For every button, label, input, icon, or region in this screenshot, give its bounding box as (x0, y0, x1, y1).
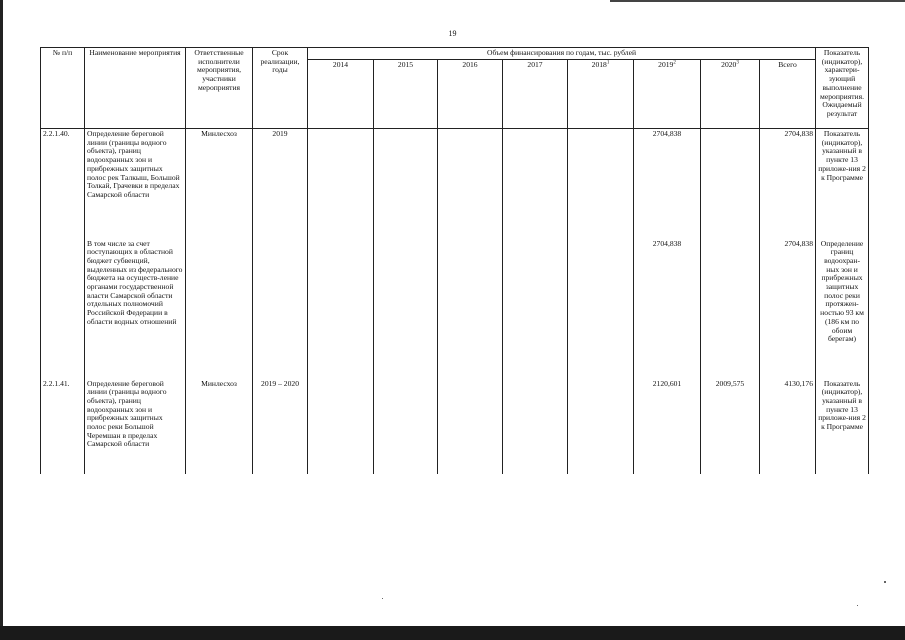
year-header-2017: 2017 (503, 59, 568, 128)
cell-2018 (568, 129, 634, 239)
cell-2020: 2009,575 (701, 379, 760, 474)
col-responsible-header: Ответственные исполнители мероприятия, участники мероприятия (186, 48, 253, 129)
row-name: Определение береговой линии (границы водного объекта), границ водоохранных зон и прибрежных защитных полос реки Большой Черемшан в пределах Самарской области (85, 379, 186, 474)
scan-left-edge (0, 0, 3, 640)
row-term (253, 239, 308, 379)
row-responsible: Минлесхоз (186, 379, 253, 474)
cell-2016 (438, 239, 503, 379)
row-term: 2019 – 2020 (253, 379, 308, 474)
cell-2018 (568, 239, 634, 379)
cell-2019: 2120,601 (634, 379, 701, 474)
row-no: 2.2.1.40. (41, 129, 85, 239)
row-term: 2019 (253, 129, 308, 239)
cell-2014 (308, 129, 374, 239)
table-row (41, 239, 869, 379)
year-header-2018: 2018$^1$ (568, 59, 634, 128)
scan-top-edge (610, 0, 905, 2)
row-indicator: Показатель (индикатор), указанный в пункте 13 приложе-ния 2 к Программе (816, 129, 869, 239)
cell-2014 (308, 379, 374, 474)
scan-bottom-edge (0, 626, 905, 640)
row-responsible (186, 239, 253, 379)
col-indicator-header: Показатель (индикатор), характери-зующий выполнение мероприятия. Ожидаемый результат (816, 48, 869, 129)
col-funding-header: Объем финансирования по годам, тыс. рублей (308, 48, 816, 60)
row-no (41, 239, 85, 379)
cell-2014 (308, 239, 374, 379)
cell-2020 (701, 129, 760, 239)
footnote-mark: 3 (736, 60, 739, 66)
page-number: 19 (448, 29, 457, 38)
table-row (41, 379, 869, 474)
col-term-header: Срок реализации, годы (253, 48, 308, 129)
cell-2018 (568, 379, 634, 474)
cell-2017 (503, 129, 568, 239)
cell-2017 (503, 239, 568, 379)
row-name: Определение береговой линии (границы водного объекта), границ водоохранных зон и прибрежных защитных полос рек Талкыш, Большой Толкай, Грачевки в пределах Самарской области (85, 129, 186, 239)
year-header-total: Всего (760, 59, 816, 128)
col-name-header: Наименование мероприятия (85, 48, 186, 129)
cell-2016 (438, 379, 503, 474)
year-header-2016: 2016 (438, 59, 503, 128)
cell-2015 (374, 129, 438, 239)
col-no-header: № п/п (41, 48, 85, 129)
row-no: 2.2.1.41. (41, 379, 85, 474)
table-row (41, 129, 869, 239)
cell-2017 (503, 379, 568, 474)
year-header-2015: 2015 (374, 59, 438, 128)
cell-2019: 2704,838 (634, 239, 701, 379)
year-header-2014: 2014 (308, 59, 374, 128)
row-name: В том числе за счет поступающих в областной бюджет субвенций, выделенных из федерального бюджета на осуществ-ление органами государственной власти Самарской области отдельных полномочий Российской Федерации в области водных отношений (85, 239, 186, 379)
cell-2020 (701, 239, 760, 379)
cell-total: 2704,838 (760, 129, 816, 239)
cell-total: 2704,838 (760, 239, 816, 379)
footnote-mark: 1 (606, 60, 610, 66)
cell-2015 (374, 379, 438, 474)
row-indicator: Определение границ водоохран-ных зон и прибрежных защитных полос реки протяжен-ностью 93 км (186 км по обоим берегам) (816, 239, 869, 379)
year-header-2019: 2019$^2$ (634, 59, 701, 128)
cell-2016 (438, 129, 503, 239)
scan-speck (382, 598, 383, 599)
header-row-1 (41, 48, 869, 60)
scan-speck (884, 581, 886, 583)
row-responsible: Минлесхоз (186, 129, 253, 239)
row-indicator: Показатель (индикатор), указанный в пункте 13 приложе-ния 2 к Программе (816, 379, 869, 474)
year-header-2020: 2020$^3$ (701, 59, 760, 128)
funding-table (40, 47, 869, 474)
cell-total: 4130,176 (760, 379, 816, 474)
footnote-mark: 2 (673, 60, 676, 66)
scan-speck (857, 605, 858, 606)
cell-2015 (374, 239, 438, 379)
cell-2019: 2704,838 (634, 129, 701, 239)
